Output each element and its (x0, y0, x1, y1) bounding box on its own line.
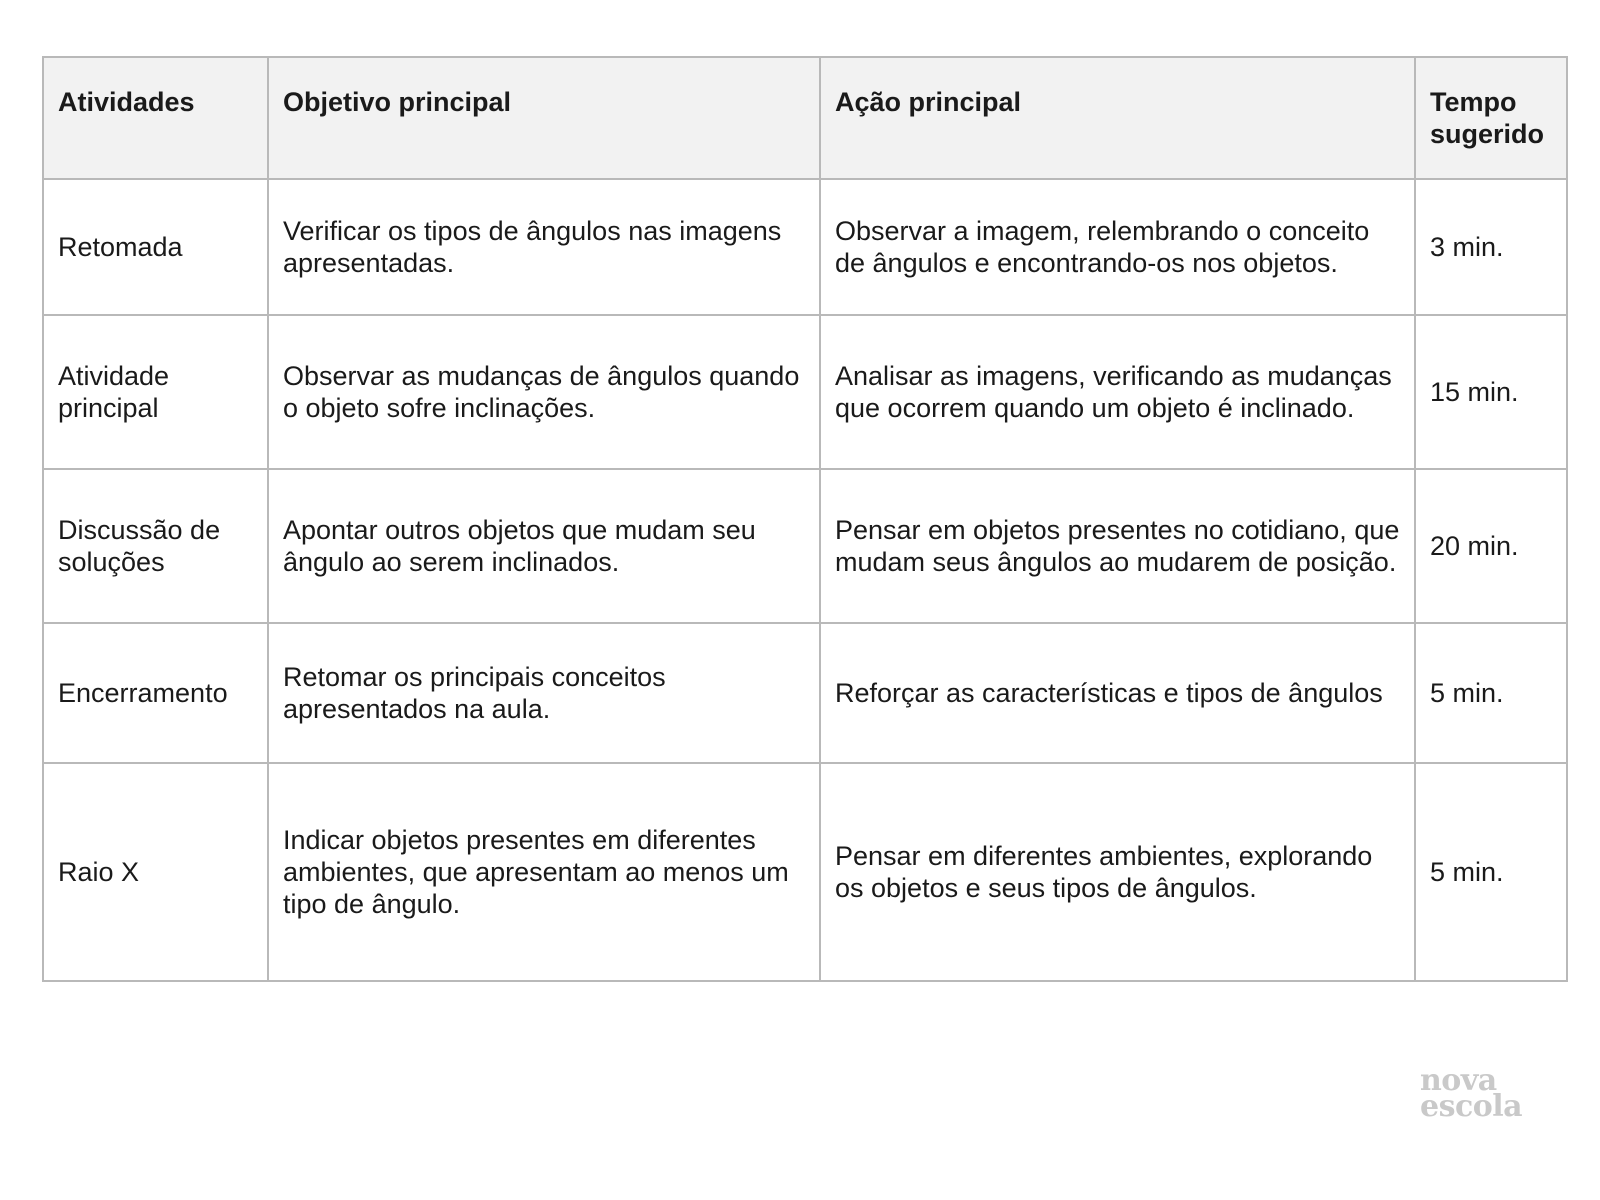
cell-objective: Verificar os tipos de ângulos nas imagens apresentadas. (268, 179, 820, 315)
cell-objective: Indicar objetos presentes em diferentes ambientes, que apresentam ao menos um tipo de ângulo. (268, 763, 820, 981)
cell-objective: Retomar os principais conceitos apresentados na aula. (268, 623, 820, 763)
header-activities: Atividades (43, 57, 268, 179)
cell-action: Observar a imagem, relembrando o conceito de ângulos e encontrando-os nos objetos. (820, 179, 1415, 315)
cell-activity: Encerramento (43, 623, 268, 763)
logo-line-escola: escola (1420, 1089, 1523, 1124)
logo-line-nova: nova (1420, 1063, 1497, 1098)
cell-objective: Observar as mudanças de ângulos quando o objeto sofre inclinações. (268, 315, 820, 469)
header-main-objective: Objetivo principal (268, 57, 820, 179)
cell-action: Pensar em diferentes ambientes, explorando os objetos e seus tipos de ângulos. (820, 763, 1415, 981)
cell-activity: Discussão de soluções (43, 469, 268, 623)
header-main-action: Ação principal (820, 57, 1415, 179)
cell-action: Analisar as imagens, verificando as mudanças que ocorrem quando um objeto é inclinado. (820, 315, 1415, 469)
cell-time: 15 min. (1415, 315, 1567, 469)
table-row (43, 469, 1567, 623)
cell-time: 5 min. (1415, 623, 1567, 763)
cell-activity: Atividade principal (43, 315, 268, 469)
lesson-plan-table (42, 56, 1568, 982)
header-suggested-time: Tempo sugerido (1415, 57, 1567, 179)
table-header-row (43, 57, 1567, 179)
cell-time: 3 min. (1415, 179, 1567, 315)
cell-time: 5 min. (1415, 763, 1567, 981)
cell-time: 20 min. (1415, 469, 1567, 623)
nova-escola-logo (1420, 1063, 1550, 1124)
cell-activity: Retomada (43, 179, 268, 315)
cell-activity: Raio X (43, 763, 268, 981)
cell-objective: Apontar outros objetos que mudam seu ângulo ao serem inclinados. (268, 469, 820, 623)
cell-action: Reforçar as características e tipos de ângulos (820, 623, 1415, 763)
cell-action: Pensar em objetos presentes no cotidiano, que mudam seus ângulos ao mudarem de posição. (820, 469, 1415, 623)
table-row (43, 179, 1567, 315)
table-row (43, 763, 1567, 981)
table-row (43, 315, 1567, 469)
table-row (43, 623, 1567, 763)
